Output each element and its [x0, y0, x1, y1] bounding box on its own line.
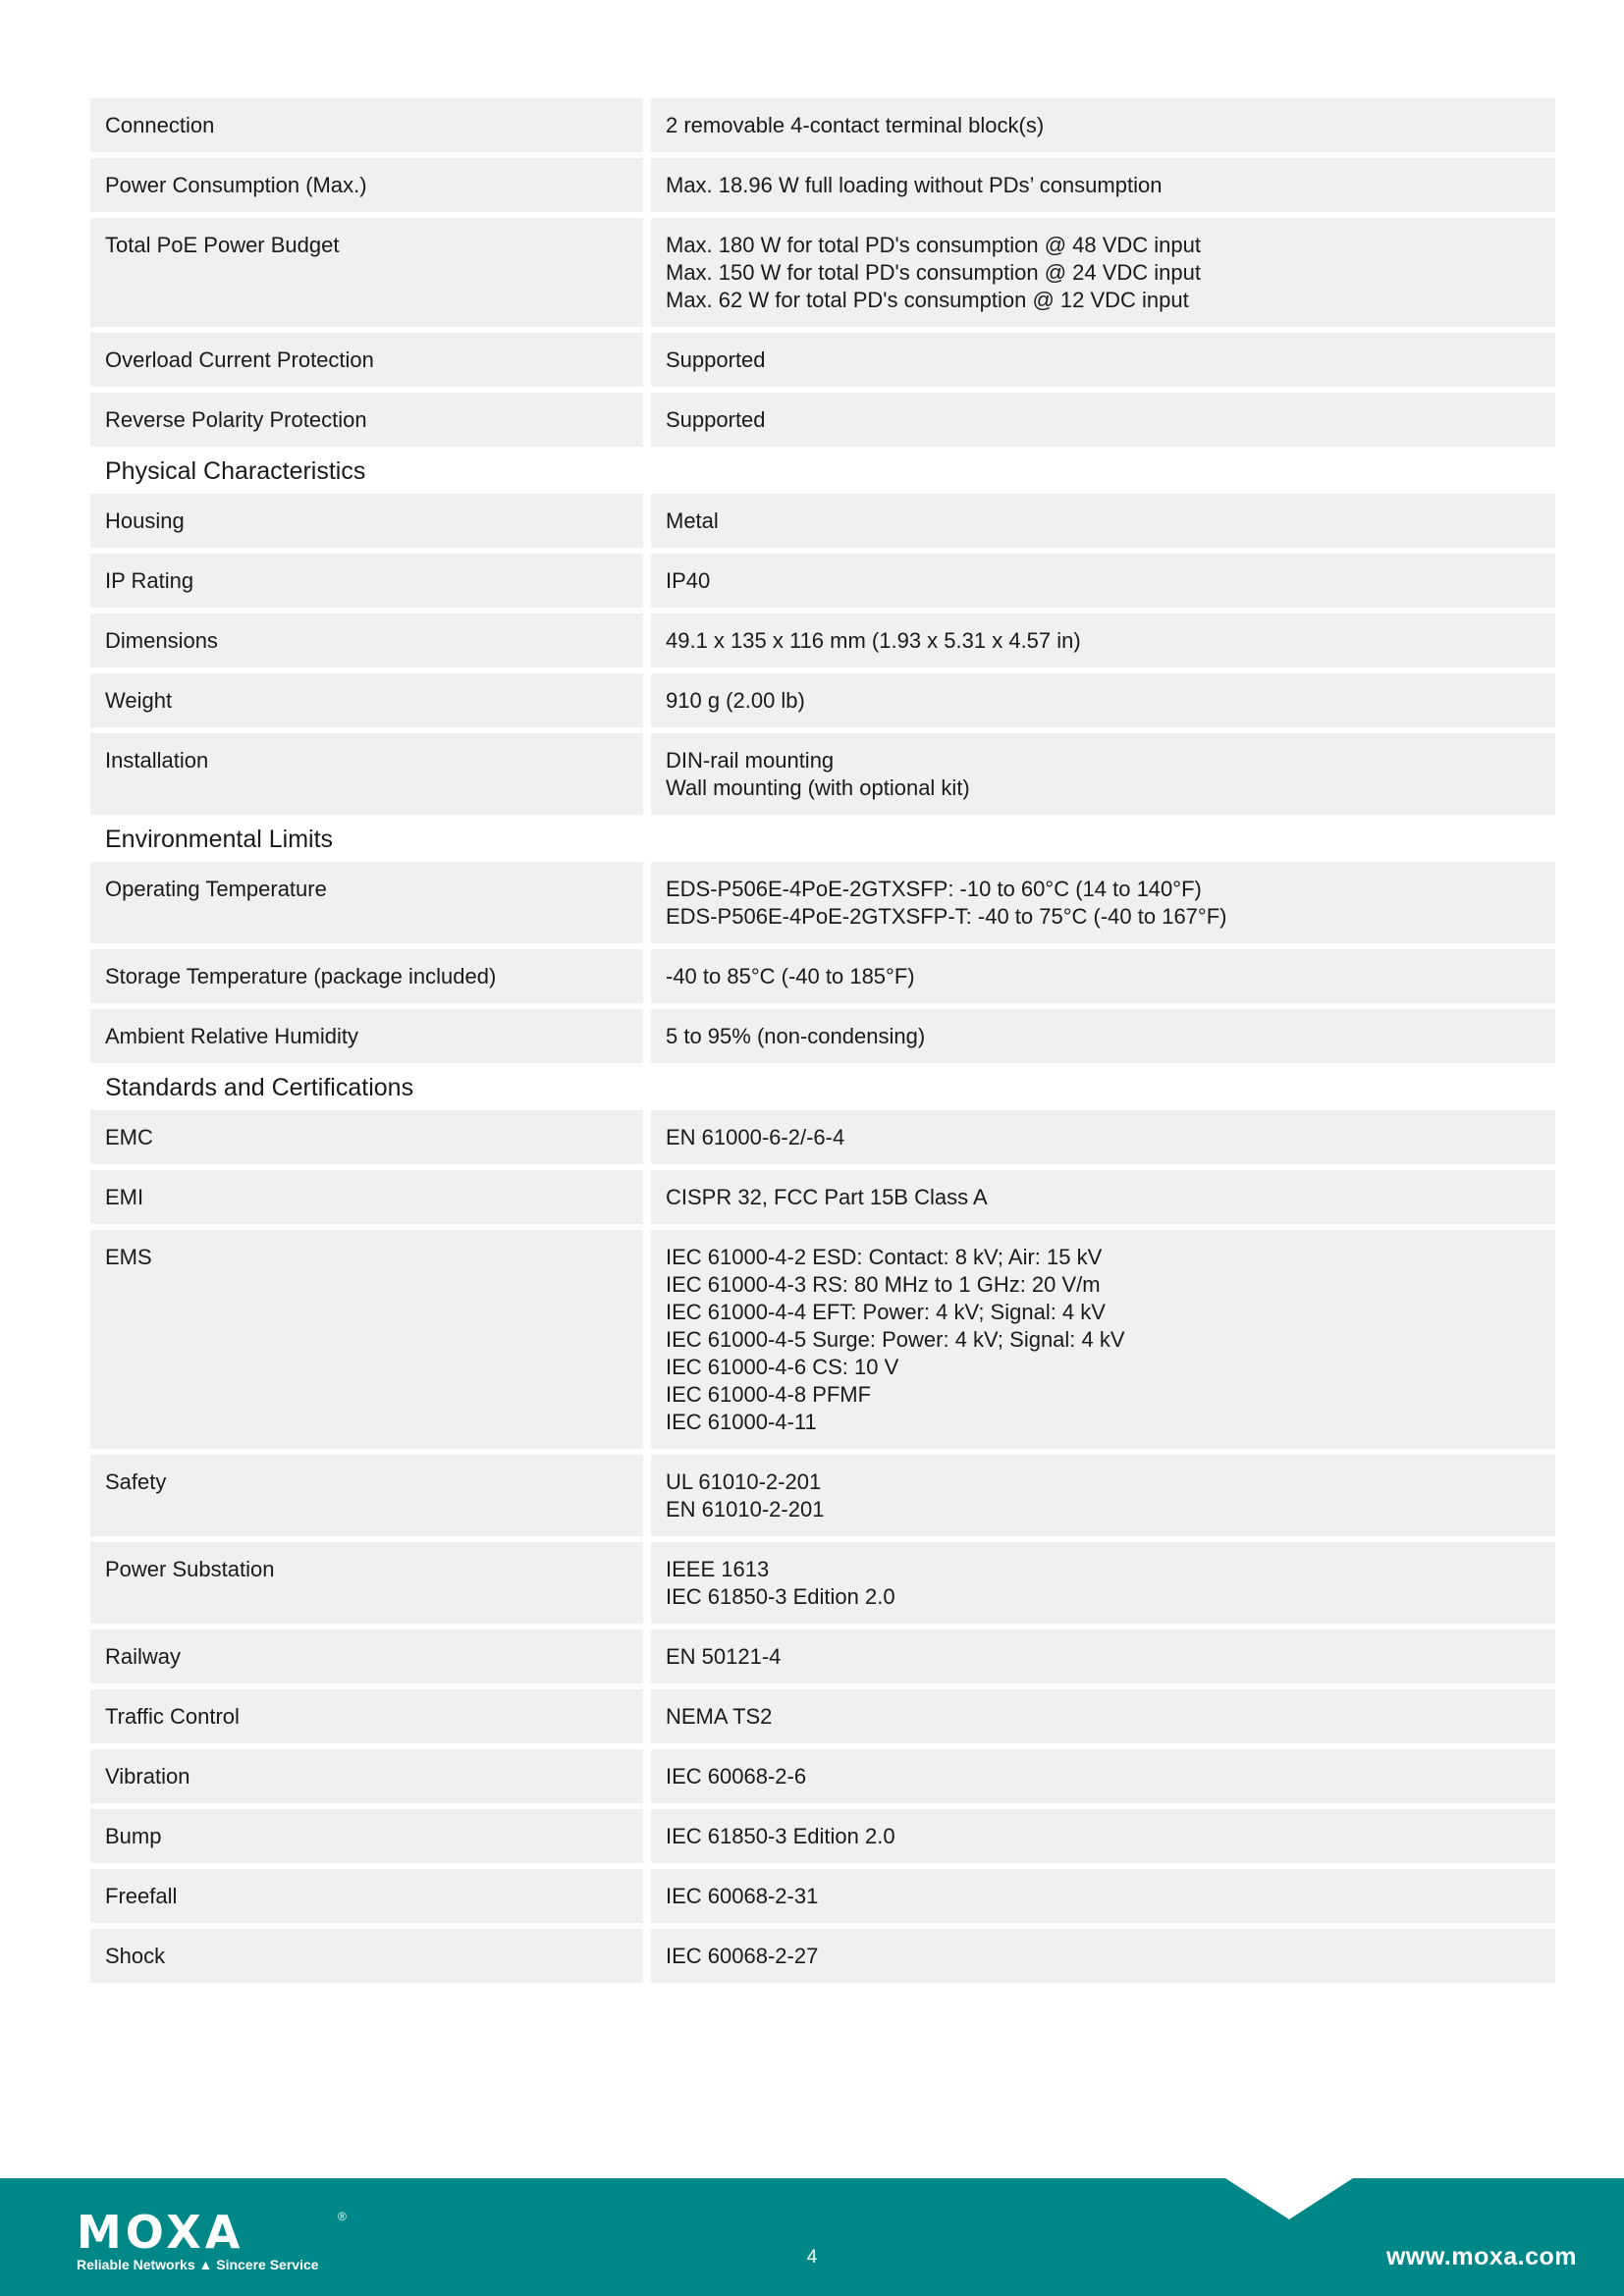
spec-row: [90, 218, 1555, 327]
spec-label: Total PoE Power Budget: [90, 218, 643, 327]
spec-label: EMS: [90, 1230, 643, 1449]
spec-value: [651, 1110, 1555, 1164]
spec-value: [651, 218, 1555, 327]
spec-value: [651, 1689, 1555, 1743]
spec-row: [90, 333, 1555, 387]
spec-value-line: IEC 61000-4-2 ESD: Contact: 8 kV; Air: 15 kV: [666, 1245, 1103, 1269]
registered-mark: ®: [338, 2210, 347, 2223]
spec-label: Reverse Polarity Protection: [90, 393, 643, 447]
spec-label: Dimensions: [90, 614, 643, 667]
spec-label: Storage Temperature (package included): [90, 949, 643, 1003]
spec-value: [651, 1170, 1555, 1224]
spec-value-line: CISPR 32, FCC Part 15B Class A: [666, 1185, 988, 1209]
spec-value-line: Supported: [666, 407, 766, 432]
spec-value-line: EN 61000-6-2/-6-4: [666, 1125, 845, 1149]
spec-value-line: 2 removable 4-contact terminal block(s): [666, 113, 1045, 137]
footer-notch-shape: [1225, 2178, 1353, 2219]
spec-row: [90, 862, 1555, 943]
spec-value: [651, 393, 1555, 447]
section-title-standards: Standards and Certifications: [105, 1074, 414, 1101]
spec-label: Operating Temperature: [90, 862, 643, 943]
spec-value: [651, 1009, 1555, 1063]
spec-row: [90, 1929, 1555, 1983]
spec-value-line: EDS-P506E-4PoE-2GTXSFP: -10 to 60°C (14 to 140°F): [666, 877, 1202, 901]
spec-value-line: 5 to 95% (non-condensing): [666, 1024, 926, 1048]
spec-value-line: 49.1 x 135 x 116 mm (1.93 x 5.31 x 4.57 in): [666, 628, 1081, 653]
spec-value-line: IEC 61850-3 Edition 2.0: [666, 1824, 895, 1848]
spec-value-line: Max. 62 W for total PD's consumption @ 12 VDC input: [666, 288, 1189, 312]
spec-value-line: Max. 150 W for total PD's consumption @ 24 VDC input: [666, 260, 1201, 285]
spec-label: Shock: [90, 1929, 643, 1983]
spec-row: [90, 393, 1555, 447]
spec-label: Freefall: [90, 1869, 643, 1923]
spec-value: [651, 1809, 1555, 1863]
spec-row: [90, 1629, 1555, 1683]
spec-label: Installation: [90, 733, 643, 815]
spec-value-line: 910 g (2.00 lb): [666, 688, 805, 713]
spec-value-line: NEMA TS2: [666, 1704, 773, 1729]
spec-row: [90, 1542, 1555, 1624]
spec-label: EMI: [90, 1170, 643, 1224]
spec-value-line: IEC 61000-4-4 EFT: Power: 4 kV; Signal: 4 kV: [666, 1300, 1106, 1324]
spec-row: [90, 614, 1555, 667]
spec-label: Railway: [90, 1629, 643, 1683]
spec-row: [90, 1009, 1555, 1063]
spec-row: [90, 673, 1555, 727]
spec-value: [651, 494, 1555, 548]
spec-value-line: UL 61010-2-201: [666, 1469, 822, 1494]
spec-value: [651, 862, 1555, 943]
spec-label: Bump: [90, 1809, 643, 1863]
spec-row: [90, 1110, 1555, 1164]
spec-value: [651, 158, 1555, 212]
spec-value-line: IEC 60068-2-27: [666, 1944, 819, 1968]
spec-value-line: EN 61010-2-201: [666, 1497, 825, 1522]
page-number: 4: [806, 2247, 818, 2268]
spec-value-line: Metal: [666, 508, 719, 533]
spec-row: [90, 98, 1555, 152]
spec-value-line: IP40: [666, 568, 711, 593]
spec-row: [90, 158, 1555, 212]
spec-value-line: -40 to 85°C (-40 to 185°F): [666, 964, 915, 988]
spec-value-line: Supported: [666, 347, 766, 372]
spec-value: [651, 1230, 1555, 1449]
spec-label: Ambient Relative Humidity: [90, 1009, 643, 1063]
spec-value: [651, 1455, 1555, 1536]
logo-wordmark: MOXA: [77, 2206, 244, 2259]
spec-value-line: Max. 180 W for total PD's consumption @ 48 VDC input: [666, 233, 1201, 257]
logo-tagline: Reliable Networks ▲ Sincere Service: [77, 2257, 319, 2272]
spec-value-line: EDS-P506E-4PoE-2GTXSFP-T: -40 to 75°C (-40 to 167°F): [666, 904, 1227, 929]
spec-sheet: [90, 98, 1555, 1989]
website-link[interactable]: www.moxa.com: [1385, 2243, 1577, 2270]
spec-label: Traffic Control: [90, 1689, 643, 1743]
spec-value-line: IEC 61000-4-5 Surge: Power: 4 kV; Signal: 4 kV: [666, 1327, 1125, 1352]
section-title-physical: Physical Characteristics: [105, 457, 366, 485]
spec-label: Housing: [90, 494, 643, 548]
spec-row: [90, 1809, 1555, 1863]
standards-spec-group: [90, 1110, 1555, 1983]
spec-label: IP Rating: [90, 554, 643, 608]
spec-label: Power Substation: [90, 1542, 643, 1624]
spec-value-line: IEC 61000-4-6 CS: 10 V: [666, 1355, 899, 1379]
spec-row: [90, 494, 1555, 548]
spec-label: Overload Current Protection: [90, 333, 643, 387]
physical-spec-group: [90, 494, 1555, 815]
spec-value: [651, 949, 1555, 1003]
spec-value: [651, 1749, 1555, 1803]
spec-row: [90, 949, 1555, 1003]
spec-row: [90, 1689, 1555, 1743]
spec-value-line: IEC 60068-2-31: [666, 1884, 819, 1908]
spec-value: [651, 1929, 1555, 1983]
section-title-environmental: Environmental Limits: [105, 826, 334, 853]
spec-label: Power Consumption (Max.): [90, 158, 643, 212]
spec-value-line: IEC 60068-2-6: [666, 1764, 807, 1789]
spec-row: [90, 1170, 1555, 1224]
spec-value-line: Max. 18.96 W full loading without PDs’ consumption: [666, 173, 1163, 197]
power-spec-group: [90, 98, 1555, 447]
spec-row: [90, 1230, 1555, 1449]
spec-value-line: IEC 61850-3 Edition 2.0: [666, 1584, 895, 1609]
spec-label: Safety: [90, 1455, 643, 1536]
spec-row: [90, 1749, 1555, 1803]
spec-value: [651, 1869, 1555, 1923]
spec-value-line: IEEE 1613: [666, 1557, 770, 1581]
spec-value-line: DIN-rail mounting: [666, 748, 835, 773]
spec-label: EMC: [90, 1110, 643, 1164]
spec-value: [651, 333, 1555, 387]
page-footer: [0, 2178, 1624, 2296]
spec-value-line: IEC 61000-4-3 RS: 80 MHz to 1 GHz: 20 V/m: [666, 1272, 1101, 1297]
spec-value: [651, 1542, 1555, 1624]
spec-value: [651, 733, 1555, 815]
spec-value: [651, 98, 1555, 152]
spec-row: [90, 733, 1555, 815]
spec-value-line: EN 50121-4: [666, 1644, 782, 1669]
spec-label: Connection: [90, 98, 643, 152]
moxa-logo: [77, 2206, 352, 2274]
spec-value-line: IEC 61000-4-11: [666, 1410, 817, 1434]
spec-value: [651, 554, 1555, 608]
spec-row: [90, 554, 1555, 608]
spec-value-line: IEC 61000-4-8 PFMF: [666, 1382, 872, 1407]
spec-row: [90, 1869, 1555, 1923]
spec-value-line: Wall mounting (with optional kit): [666, 775, 970, 800]
spec-value: [651, 614, 1555, 667]
spec-value: [651, 673, 1555, 727]
spec-label: Vibration: [90, 1749, 643, 1803]
spec-value: [651, 1629, 1555, 1683]
spec-label: Weight: [90, 673, 643, 727]
environmental-spec-group: [90, 862, 1555, 1063]
spec-row: [90, 1455, 1555, 1536]
